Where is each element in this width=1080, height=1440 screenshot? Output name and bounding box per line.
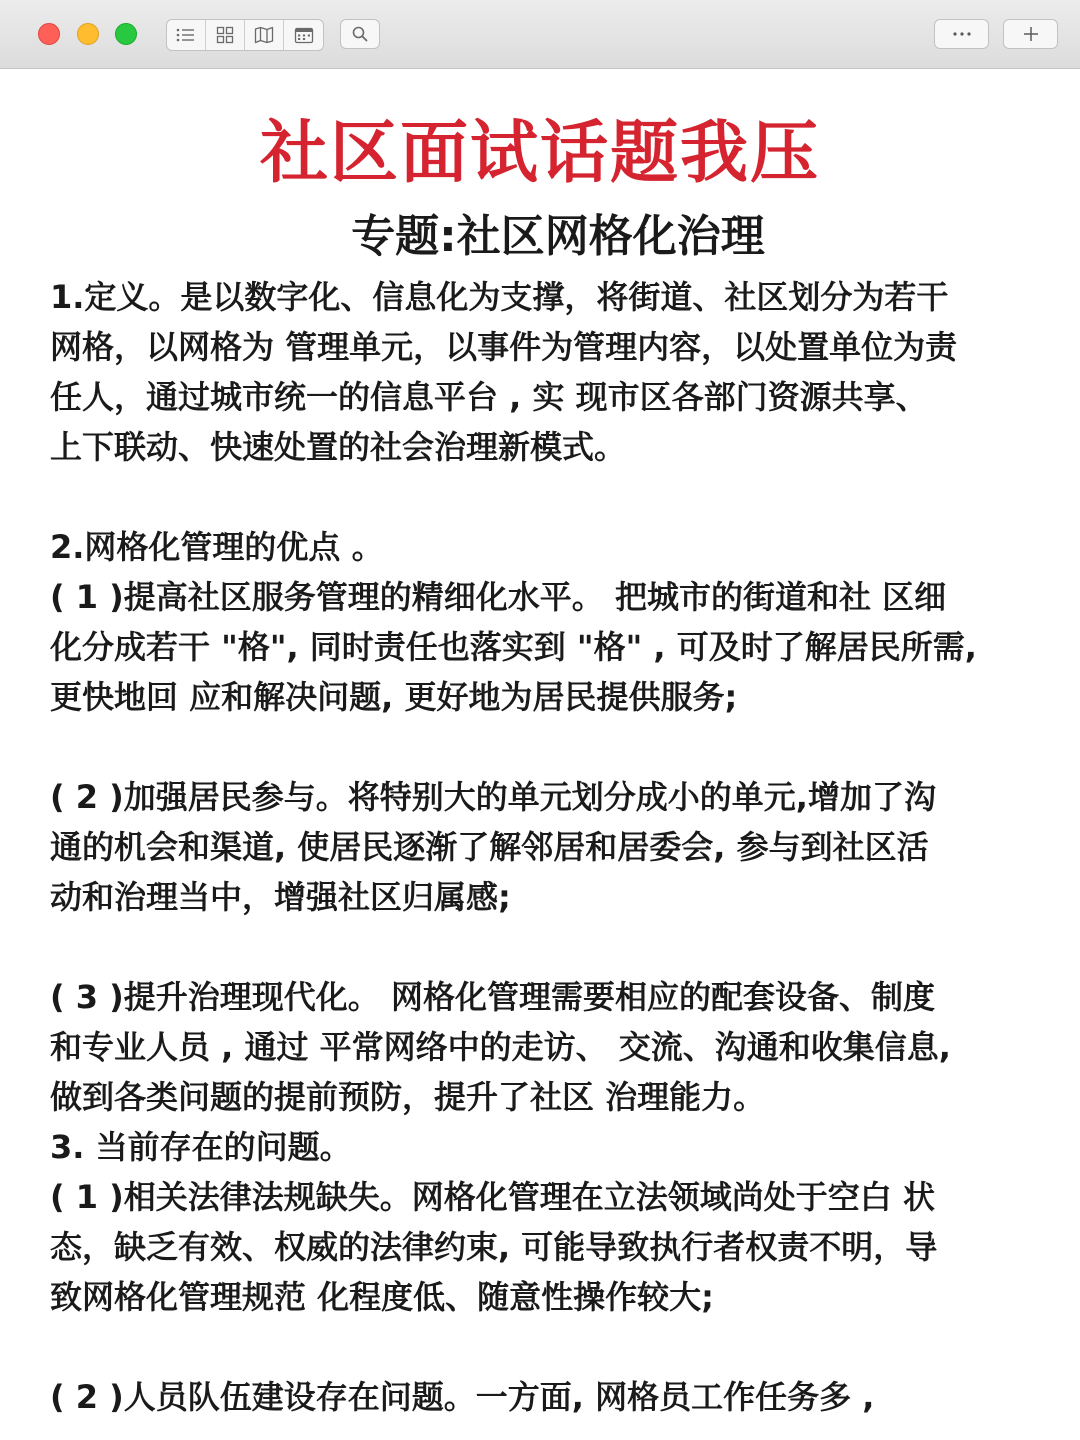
text-line: ( 1 )相关法律法规缺失。网格化管理在立法领域尚处于空白 状 <box>50 1178 935 1216</box>
text-line: 化分成若干 "格", 同时责任也落实到 "格" , 可及时了解居民所需, <box>50 628 977 666</box>
text-line: ( 3 )提升治理现代化。 网格化管理需要相应的配套设备、制度 <box>50 978 935 1016</box>
text-line: 态，缺乏有效、权威的法律约束, 可能导致执行者权责不明，导 <box>50 1228 938 1266</box>
more-icon <box>951 31 973 37</box>
calendar-icon <box>294 26 314 44</box>
zoom-window-button[interactable] <box>115 23 137 45</box>
plus-icon <box>1022 25 1040 43</box>
text-line: 任人，通过城市统一的信息平台 , 实 现市区各部门资源共享、 <box>50 378 928 416</box>
more-options-button[interactable] <box>934 19 989 49</box>
calendar-view-button[interactable] <box>284 20 323 50</box>
minimize-window-button[interactable] <box>77 23 99 45</box>
list-icon <box>176 27 196 43</box>
text-line: 做到各类问题的提前预防，提升了社区 治理能力。 <box>50 1078 766 1116</box>
search-button[interactable] <box>340 19 380 49</box>
text-line: ( 1 )提高社区服务管理的精细化水平。 把城市的街道和社 区细 <box>50 578 947 616</box>
page-subtitle: 专题:社区网格化治理 <box>351 211 765 262</box>
map-view-button[interactable] <box>245 20 284 50</box>
text-line: 致网格化管理规范 化程度低、随意性操作较大; <box>50 1278 714 1316</box>
title-bar <box>0 0 1080 69</box>
text-line: 2.网格化管理的优点 。 <box>50 528 384 566</box>
map-icon <box>254 26 274 44</box>
text-line: 上下联动、快速处置的社会治理新模式。 <box>50 428 627 466</box>
text-line: ( 2 )人员队伍建设存在问题。一方面, 网格员工作任务多 , <box>50 1378 875 1416</box>
text-line: 3. 当前存在的问题。 <box>50 1128 352 1166</box>
text-line: 1.定义。是以数字化、信息化为支撑，将街道、社区划分为若干 <box>50 278 949 316</box>
grid-icon <box>216 26 234 44</box>
text-line: 更快地回 应和解决问题, 更好地为居民提供服务; <box>50 678 738 716</box>
close-window-button[interactable] <box>38 23 60 45</box>
search-icon <box>351 25 369 43</box>
view-mode-segmented-control <box>166 19 324 51</box>
text-line: 和专业人员 , 通过 平常网络中的走访、 交流、沟通和收集信息, <box>50 1028 951 1066</box>
text-line: 通的机会和渠道, 使居民逐渐了解邻居和居委会, 参与到社区活 <box>50 828 929 866</box>
list-view-button[interactable] <box>167 20 206 50</box>
text-line: 网格，以网格为 管理单元，以事件为管理内容，以处置单位为责 <box>50 328 958 366</box>
document-content <box>0 70 1080 1440</box>
text-line: 动和治理当中，增强社区归属感; <box>50 878 511 916</box>
grid-view-button[interactable] <box>206 20 245 50</box>
add-button[interactable] <box>1003 19 1058 49</box>
page-title: 社区面试话题我压 <box>259 114 820 193</box>
text-line: ( 2 )加强居民参与。将特别大的单元划分成小的单元,增加了沟 <box>50 778 936 816</box>
